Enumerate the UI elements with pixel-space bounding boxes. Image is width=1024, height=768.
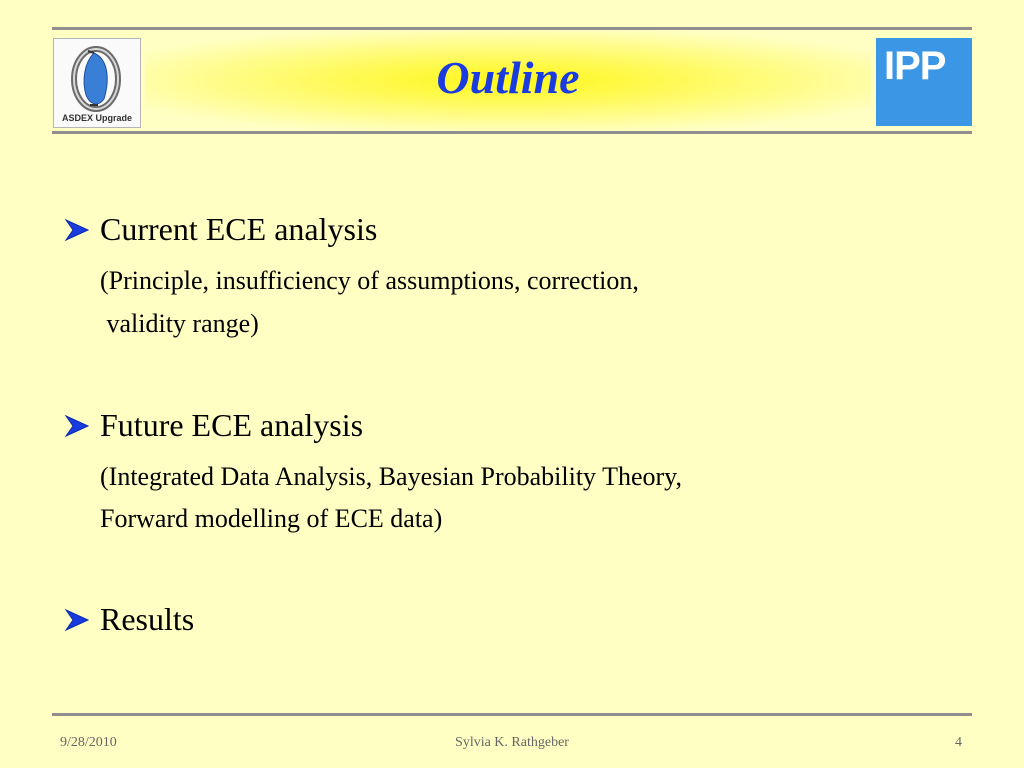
bullet-detail: (Integrated Data Analysis, Bayesian Probability Theory, bbox=[100, 462, 682, 491]
bullet-label: Results bbox=[100, 601, 195, 637]
page-number: 4 bbox=[955, 735, 962, 750]
bullet-detail: (Principle, insufficiency of assumptions, correction, bbox=[100, 266, 639, 295]
asdex-upgrade-logo bbox=[53, 38, 141, 128]
ipp-logo bbox=[876, 38, 972, 126]
footer-author: Sylvia K. Rathgeber bbox=[455, 735, 569, 750]
bullet-detail: Forward modelling of ECE data) bbox=[100, 504, 443, 533]
bullet-label: Current ECE analysis bbox=[100, 211, 378, 247]
asdex-vessel-icon bbox=[68, 43, 128, 113]
slide-title: Outline bbox=[436, 52, 580, 103]
arrowhead-bullet-icon bbox=[64, 608, 90, 632]
arrowhead-bullet-icon bbox=[64, 414, 90, 438]
bullet-label: Future ECE analysis bbox=[100, 407, 364, 443]
bullet-detail: validity range) bbox=[100, 309, 259, 338]
footer-date: 9/28/2010 bbox=[60, 735, 117, 750]
arrowhead-bullet-icon bbox=[64, 218, 90, 242]
header-bottom-rule bbox=[52, 131, 972, 134]
asdex-logo-label: ASDEX Upgrade bbox=[61, 113, 132, 123]
footer-rule bbox=[52, 713, 972, 716]
ipp-logo-label: IPP bbox=[884, 44, 946, 88]
header-top-rule bbox=[52, 27, 972, 30]
